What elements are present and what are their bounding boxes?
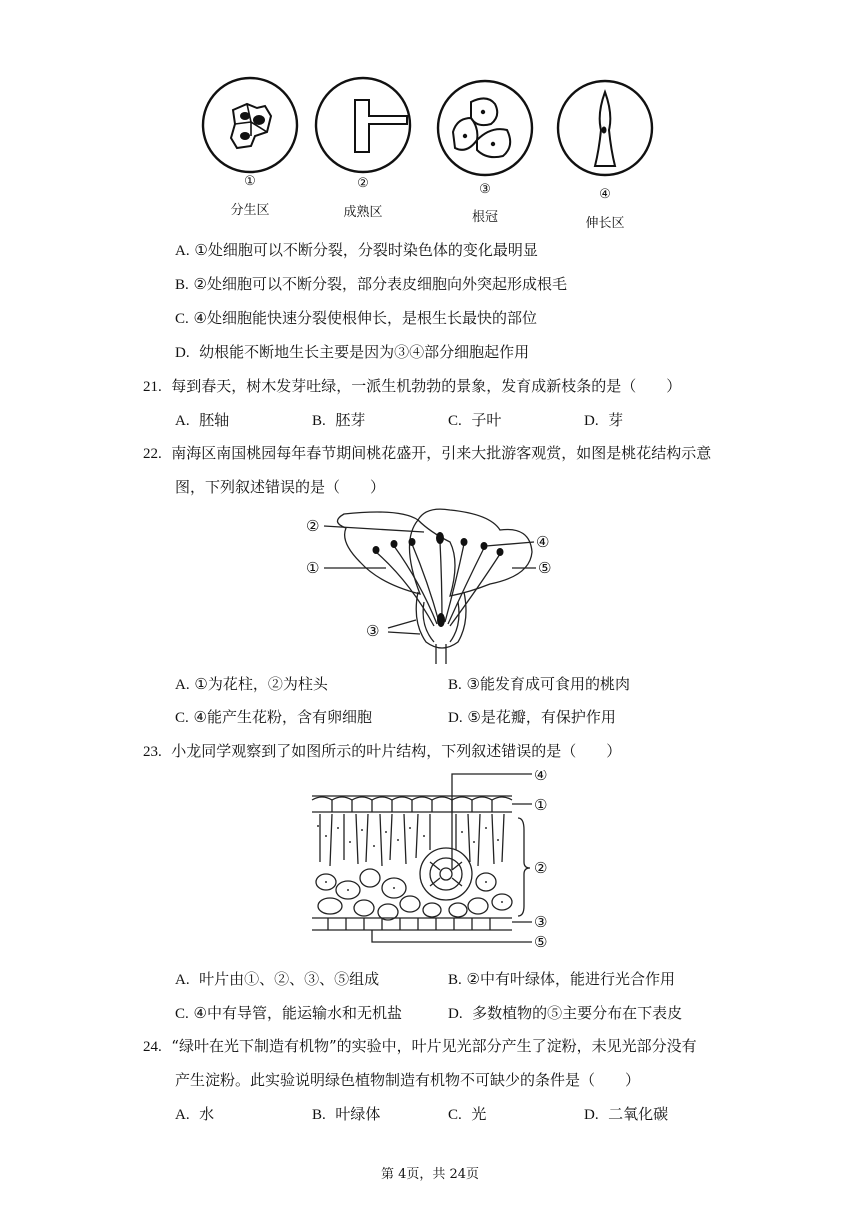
flower-label-3: ③ [366, 622, 380, 640]
figure-label-meristem: 分生区 [230, 203, 270, 218]
leaf-label-2: ② [534, 859, 548, 877]
q22-option-b[interactable]: B. ③能发育成可食用的桃肉 [448, 675, 630, 693]
flower-label-4: ④ [536, 533, 550, 551]
leaf-cross-section-figure [306, 770, 558, 960]
q22-stem-line1: 22. 南海区南国桃园每年春节期间桃花盛开，引来大批游客观赏，如图是桃花结构示意 [143, 444, 712, 462]
q23-option-b[interactable]: B. ②中有叶绿体，能进行光合作用 [448, 970, 675, 988]
q24-stem-line2: 产生淀粉。此实验说明绿色植物制造有机物不可缺少的条件是（ ） [175, 1071, 641, 1089]
q24-option-d[interactable]: D. 二氧化碳 [584, 1105, 669, 1123]
leaf-label-1: ① [534, 796, 548, 814]
leaf-label-5: ⑤ [534, 933, 548, 951]
q21-option-d[interactable]: D. 芽 [584, 411, 624, 429]
q24-option-b[interactable]: B. 叶绿体 [312, 1105, 381, 1123]
figure-label-elongation: 伸长区 [585, 216, 625, 231]
peach-flower-figure [300, 502, 570, 664]
flower-label-2: ② [306, 517, 320, 535]
q24-option-a[interactable]: A. 水 [175, 1105, 215, 1123]
q23-option-a[interactable]: A. 叶片由①、②、③、⑤组成 [175, 970, 380, 988]
figure-num-3: ③ [479, 182, 491, 197]
root-zones-figure [195, 70, 665, 190]
q23-option-c[interactable]: C. ④中有导管，能运输水和无机盐 [175, 1004, 402, 1022]
q24-stem-line1: 24. “绿叶在光下制造有机物”的实验中，叶片见光部分产生了淀粉，未见光部分没有 [143, 1037, 697, 1055]
q23-stem: 23. 小龙同学观察到了如图所示的叶片结构，下列叙述错误的是（ ） [143, 742, 622, 760]
figure-label-root-cap: 根冠 [471, 210, 498, 225]
q22-stem-line2: 图，下列叙述错误的是（ ） [175, 478, 386, 496]
q21-option-c[interactable]: C. 子叶 [448, 411, 502, 429]
q20-option-b[interactable]: B. ②处细胞可以不断分裂，部分表皮细胞向外突起形成根毛 [175, 275, 567, 293]
q22-option-a[interactable]: A. ①为花柱，②为柱头 [175, 675, 328, 693]
q22-option-d[interactable]: D. ⑤是花瓣，有保护作用 [448, 708, 616, 726]
figure-num-1: ① [244, 174, 256, 189]
q21-stem: 21. 每到春天，树木发芽吐绿，一派生机勃勃的景象，发育成新枝条的是（ ） [143, 377, 682, 395]
leaf-label-3: ③ [534, 913, 548, 931]
q22-option-c[interactable]: C. ④能产生花粉，含有卵细胞 [175, 708, 372, 726]
q21-option-a[interactable]: A. 胚轴 [175, 411, 230, 429]
figure-label-maturation: 成熟区 [343, 205, 383, 220]
figure-num-2: ② [357, 176, 369, 191]
page-footer: 第 4页，共 24页 [380, 1167, 480, 1182]
flower-label-1: ① [306, 559, 320, 577]
q23-option-d[interactable]: D. 多数植物的⑤主要分布在下表皮 [448, 1004, 683, 1022]
leaf-label-4: ④ [534, 770, 548, 784]
q20-option-a[interactable]: A. ①处细胞可以不断分裂，分裂时染色体的变化最明显 [175, 241, 538, 259]
q24-option-c[interactable]: C. 光 [448, 1105, 487, 1123]
flower-label-5: ⑤ [538, 559, 552, 577]
q20-option-c[interactable]: C. ④处细胞能快速分裂使根伸长，是根生长最快的部位 [175, 309, 537, 327]
q20-option-d[interactable]: D. 幼根能不断地生长主要是因为③④部分细胞起作用 [175, 343, 530, 361]
figure-num-4: ④ [599, 187, 611, 202]
q21-option-b[interactable]: B. 胚芽 [312, 411, 366, 429]
